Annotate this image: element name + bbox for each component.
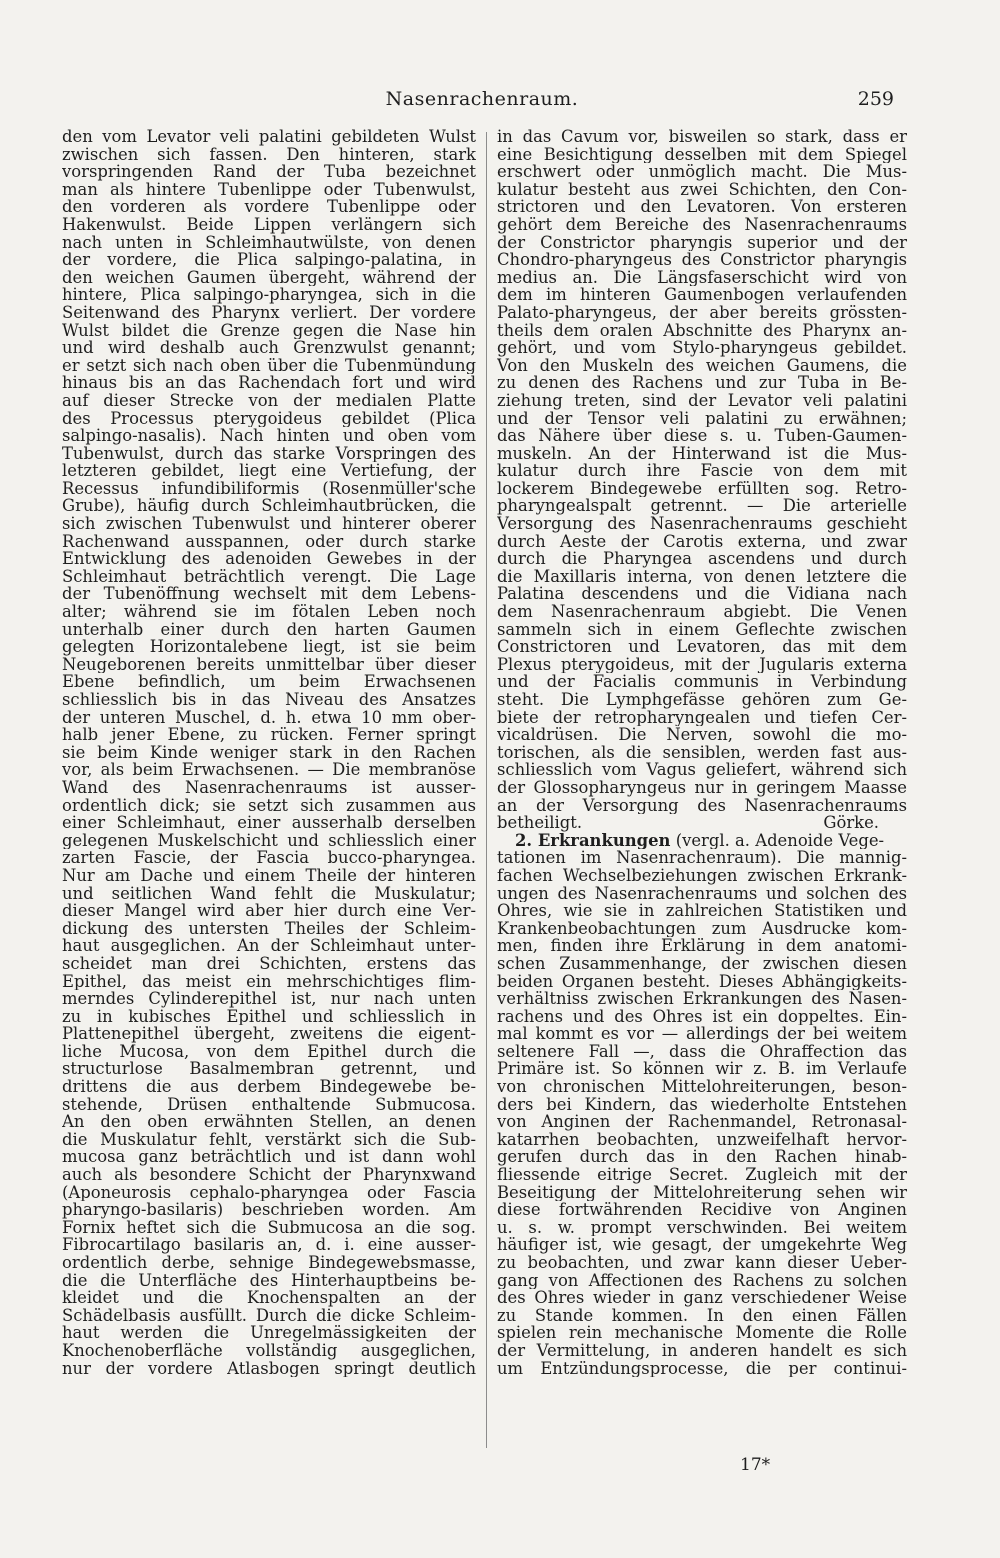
- text-line: (Aponeurosis cephalo-pharyngea oder Fascia: [62, 1183, 476, 1202]
- text-line: häufiger ist, wie gesagt, der umgekehrte Weg: [497, 1236, 907, 1254]
- text-line: torischen, als die sensiblen, werden fast aus-: [497, 743, 907, 762]
- right-column-disease-text: [497, 849, 907, 1377]
- text-line: scheidet man drei Schichten, erstens das: [62, 954, 476, 973]
- left-column: [62, 128, 476, 1377]
- text-line: stehende, Drüsen enthaltende Submucosa.: [62, 1095, 476, 1114]
- signature-line: [497, 814, 907, 832]
- text-line: schliesslich bis in das Niveau des Ansatzes: [62, 691, 476, 709]
- running-title: Nasenrachenraum.: [385, 88, 579, 110]
- text-line: die Maxillaris interna, von denen letztere die: [497, 567, 907, 586]
- text-line: und der Tensor veli palatini zu erwähnen;: [497, 409, 907, 428]
- text-line: Versorgung des Nasenrachenraums geschieht: [497, 515, 907, 533]
- text-line: Primäre ist. So können wir z. B. im Verlaufe: [497, 1060, 907, 1079]
- section-heading: 2. Erkrankungen: [515, 831, 671, 850]
- text-line: gehört, und vom Stylo-pharyngeus gebildet.: [497, 339, 907, 357]
- text-line: beiden Organen besteht. Dieses Abhängigkeits-: [497, 972, 907, 991]
- text-line: des Ohres wieder in ganz verschiedener Weise: [497, 1289, 907, 1307]
- text-line: hinaus bis an das Rachendach fort und wird: [62, 374, 476, 392]
- text-line: Palatina descendens und die Vidiana nach: [497, 585, 907, 604]
- text-line: durch die Pharyngea ascendens und durch: [497, 550, 907, 568]
- text-line: in das Cavum vor, bisweilen so stark, dass er: [497, 128, 907, 146]
- text-line: pharyngo-basilaris) beschrieben worden. Am: [62, 1201, 476, 1219]
- text-line: sammeln sich in einem Geflechte zwischen: [497, 620, 907, 639]
- text-line: kulatur durch ihre Fascie von dem mit: [497, 462, 907, 480]
- text-line: merndes Cylinderepithel ist, nur nach unten: [62, 990, 476, 1008]
- text-line: dieser Mangel wird aber hier durch eine Ver-: [62, 902, 476, 920]
- text-line: rachens und des Ohres ist ein doppeltes. Ein-: [497, 1007, 907, 1026]
- column-divider: [486, 132, 487, 1448]
- text-line: der unteren Muschel, d. h. etwa 10 mm ober-: [62, 708, 476, 727]
- text-line: der Vermittelung, in anderen handelt es sich: [497, 1341, 907, 1360]
- text-line: liche Mucosa, von dem Epithel durch die: [62, 1042, 476, 1061]
- text-line: Chondro-pharyngeus des Constrictor pharyngis: [497, 251, 907, 269]
- text-line: strictoren und den Levatoren. Von ersteren: [497, 198, 907, 216]
- text-line: ordentlich dick; sie setzt sich zusammen aus: [62, 796, 476, 815]
- text-line: er setzt sich nach oben über die Tubenmündung: [62, 356, 476, 375]
- text-line: men, finden ihre Erklärung in dem anatomi-: [497, 937, 907, 955]
- text-line: Schleimhaut beträchtlich verengt. Die Lage: [62, 567, 476, 586]
- text-line: sie beim Kinde weniger stark in den Rachen: [62, 743, 476, 762]
- text-line: und der Facialis communis in Verbindung: [497, 673, 907, 691]
- text-line: schliesslich vom Vagus geliefert, während sich: [497, 761, 907, 779]
- text-line: zu in kubisches Epithel und schliesslich in: [62, 1007, 476, 1026]
- text-line: biete der retropharyngealen und tiefen Cer-: [497, 708, 907, 727]
- text-line: haut werden die Unregelmässigkeiten der: [62, 1324, 476, 1342]
- text-line: lockerem Bindegewebe erfüllten sog. Retro-: [497, 479, 907, 498]
- text-line: Knochenoberfläche vollständig ausgeglichen,: [62, 1341, 476, 1360]
- text-line: vicaldrüsen. Die Nerven, sowohl die mo-: [497, 726, 907, 744]
- right-column-anatomy-text: [497, 128, 907, 814]
- text-line: Plexus pterygoideus, mit der Jugularis externa: [497, 655, 907, 674]
- text-line: der Constrictor pharyngis superior und der: [497, 233, 907, 252]
- text-line: erschwert oder unmöglich macht. Die Mus-: [497, 163, 907, 181]
- text-line: mucosa ganz beträchtlich und ist dann wohl: [62, 1148, 476, 1167]
- page-number: 259: [857, 88, 894, 110]
- text-line: zwischen sich fassen. Den hinteren, stark: [62, 145, 476, 164]
- text-line: Ebene befindlich, um beim Erwachsenen: [62, 673, 476, 691]
- text-line: Epithel, das meist ein mehrschichtiges flim-: [62, 972, 476, 991]
- text-line: gang von Affectionen des Rachens zu solchen: [497, 1271, 907, 1290]
- text-line: medius an. Die Längsfaserschicht wird von: [497, 268, 907, 287]
- text-line: des Processus pterygoideus gebildet (Plica: [62, 409, 476, 428]
- text-line: unterhalb einer durch den harten Gaumen: [62, 620, 476, 639]
- text-line: zarten Fascie, der Fascia bucco-pharyngea.: [62, 849, 476, 867]
- page-header: [62, 88, 902, 116]
- text-line: eine Besichtigung desselben mit dem Spiegel: [497, 145, 907, 164]
- text-line: den weichen Gaumen übergeht, während der: [62, 268, 476, 287]
- text-line: Hakenwulst. Beide Lippen verlängern sich: [62, 215, 476, 234]
- text-line: gelegten Horizontalebene liegt, ist sie beim: [62, 638, 476, 656]
- text-line: Ohres, wie sie in zahlreichen Statistiken und: [497, 902, 907, 920]
- text-line: Von den Muskeln des weichen Gaumens, die: [497, 356, 907, 375]
- text-line: steht. Die Lymphgefässe gehören zum Ge-: [497, 691, 907, 709]
- text-line: hintere, Plica salpingo-pharyngea, sich in die: [62, 286, 476, 304]
- text-line: katarrhen beobachten, unzweifelhaft hervor-: [497, 1130, 907, 1149]
- text-line: spielen rein mechanische Momente die Rolle: [497, 1324, 907, 1342]
- text-line: den vom Levator veli palatini gebildeten Wulst: [62, 128, 476, 146]
- text-line: der Glossopharyngeus nur in geringem Maasse: [497, 778, 907, 797]
- text-line: auf dieser Strecke von der medialen Platte: [62, 391, 476, 410]
- text-line: an der Versorgung des Nasenrachenraums: [497, 796, 907, 815]
- text-line: dickung des untersten Theiles der Schleim-: [62, 919, 476, 938]
- text-line: der vordere, die Plica salpingo-palatina, in: [62, 251, 476, 269]
- text-line: zu beobachten, und zwar kann dieser Ueber-: [497, 1254, 907, 1272]
- text-line: Schädelbasis ausfüllt. Durch die dicke Schleim-: [62, 1306, 476, 1325]
- text-line: tationen im Nasenrachenraum). Die mannig-: [497, 849, 907, 867]
- text-line: gerufen durch das in den Rachen hinab-: [497, 1148, 907, 1167]
- text-line: auch als besondere Schicht der Pharynxwand: [62, 1166, 476, 1184]
- text-line: durch Aeste der Carotis externa, und zwar: [497, 532, 907, 551]
- text-line: Grube), häufig durch Schleimhautbrücken, die: [62, 497, 476, 516]
- text-line: Fornix heftet sich die Submucosa an die sog.: [62, 1218, 476, 1237]
- text-line: Palato-pharyngeus, der aber bereits grössten-: [497, 303, 907, 322]
- text-line: kulatur besteht aus zwei Schichten, den Con-: [497, 180, 907, 199]
- text-line: An den oben erwähnten Stellen, an denen: [62, 1113, 476, 1131]
- text-line: Plattenepithel übergeht, zweitens die eigent-: [62, 1025, 476, 1043]
- text-line: die die Unterfläche des Hinterhauptbeins be-: [62, 1271, 476, 1290]
- text-line: halb jener Ebene, zu rücken. Ferner springt: [62, 726, 476, 744]
- text-line: pharyngealspalt getrennt. — Die arterielle: [497, 497, 907, 516]
- text-line: Nur am Dache und einem Theile der hinteren: [62, 866, 476, 885]
- author-signature: Görke.: [823, 814, 879, 832]
- text-line: und seitlichen Wand fehlt die Muskulatur;: [62, 884, 476, 903]
- text-line: u. s. w. prompt verschwinden. Bei weitem: [497, 1218, 907, 1237]
- text-line: diese fortwährenden Recidive von Anginen: [497, 1201, 907, 1219]
- text-line: Beseitigung der Mittelohreiterung sehen wir: [497, 1183, 907, 1202]
- text-line: die Muskulatur fehlt, verstärkt sich die Sub-: [62, 1130, 476, 1149]
- text-line: schen Zusammenhange, der zwischen diesen: [497, 954, 907, 973]
- text-line: den vorderen als vordere Tubenlippe oder: [62, 198, 476, 216]
- text-line: Wulst bildet die Grenze gegen die Nase hin: [62, 321, 476, 340]
- text-line: von chronischen Mittelohreiterungen, beson-: [497, 1078, 907, 1096]
- text-line: Recessus infundibiliformis (Rosenmüller'sche: [62, 479, 476, 498]
- text-line: Entwicklung des adenoiden Gewebes in der: [62, 550, 476, 568]
- text-line: ordentlich derbe, sehnige Bindegewebsmasse,: [62, 1254, 476, 1272]
- text-line: einer Schleimhaut, einer ausserhalb derselben: [62, 814, 476, 832]
- text-line: um Entzündungsprocesse, die per continui-: [497, 1359, 907, 1378]
- text-line: Fibrocartilago basilaris an, d. i. eine ausser-: [62, 1236, 476, 1254]
- text-line: dem im hinteren Gaumenbogen verlaufenden: [497, 286, 907, 304]
- text-line: Rachenwand ausspannen, oder durch starke: [62, 532, 476, 551]
- text-line: und wird deshalb auch Grenzwulst genannt;: [62, 339, 476, 357]
- text-line: das Nähere über diese s. u. Tuben-Gaumen-: [497, 427, 907, 445]
- text-line: Seitenwand des Pharynx verliert. Der vordere: [62, 303, 476, 322]
- text-line: der Tubenöffnung wechselt mit dem Lebens-: [62, 585, 476, 604]
- text-line: letzteren gebildet, liegt eine Vertiefung, der: [62, 462, 476, 480]
- text-line: vor, als beim Erwachsenen. — Die membranöse: [62, 761, 476, 779]
- text-line: theils dem oralen Abschnitte des Pharynx an-: [497, 321, 907, 340]
- text-line: dem Nasenrachenraum abgiebt. Die Venen: [497, 603, 907, 621]
- text-line: seltenere Fall —, dass die Ohraffection das: [497, 1042, 907, 1061]
- text-line: zu denen des Rachens und zur Tuba in Be-: [497, 374, 907, 392]
- text-line: vorspringenden Rand der Tuba bezeichnet: [62, 163, 476, 181]
- text-line: von Anginen der Rachenmandel, Retronasal-: [497, 1113, 907, 1131]
- text-line: Tubenwulst, durch das starke Vorspringen des: [62, 444, 476, 463]
- text-line: alter; während sie im fötalen Leben noch: [62, 603, 476, 621]
- section-heading-rest: (vergl. a. Adenoide Vege-: [670, 831, 885, 850]
- text-line: Constrictoren und Levatoren, das mit dem: [497, 638, 907, 656]
- text-line: ungen des Nasenrachenraums und solchen des: [497, 884, 907, 903]
- text-line: gelegenen Muskelschicht und schliesslich einer: [62, 831, 476, 850]
- text-line: verhältniss zwischen Erkrankungen des Nasen-: [497, 990, 907, 1008]
- text-line: kleidet und die Knochenspalten an der: [62, 1289, 476, 1307]
- right-column: [497, 128, 907, 1377]
- text-line: salpingo-nasalis). Nach hinten und oben vom: [62, 427, 476, 445]
- text-line: Wand des Nasenrachenraums ist ausser-: [62, 778, 476, 797]
- sheet-signature: 17*: [740, 1455, 771, 1475]
- text-line: drittens die aus derbem Bindegewebe be-: [62, 1078, 476, 1096]
- text-line: ziehung treten, sind der Levator veli palatini: [497, 391, 907, 410]
- text-line: mal kommt es vor — allerdings der bei weitem: [497, 1025, 907, 1043]
- text-line: ders bei Kindern, das wiederholte Entstehen: [497, 1095, 907, 1114]
- text-line: fachen Wechselbeziehungen zwischen Erkrank-: [497, 866, 907, 885]
- text-line: Neugeborenen bereits unmittelbar über dieser: [62, 655, 476, 674]
- text-line: zu Stande kommen. In den einen Fällen: [497, 1306, 907, 1325]
- text-line: sich zwischen Tubenwulst und hinterer oberer: [62, 515, 476, 533]
- text-line: muskeln. An der Hinterwand ist die Mus-: [497, 444, 907, 463]
- text-line: haut ausgeglichen. An der Schleimhaut unter-: [62, 937, 476, 955]
- text-line: gehört dem Bereiche des Nasenrachenraums: [497, 215, 907, 234]
- text-line: fliessende eitrige Secret. Zugleich mit der: [497, 1166, 907, 1184]
- text-line: structurlose Basalmembran getrennt, und: [62, 1060, 476, 1079]
- text-line: nach unten in Schleimhautwülste, von denen: [62, 233, 476, 252]
- text-line: nur der vordere Atlasbogen springt deutlich: [62, 1359, 476, 1378]
- signature-line-text: betheiligt.: [497, 814, 583, 832]
- text-line: Krankenbeobachtungen zum Ausdrucke kom-: [497, 919, 907, 938]
- section-heading-line: [497, 832, 907, 850]
- text-line: man als hintere Tubenlippe oder Tubenwulst,: [62, 180, 476, 199]
